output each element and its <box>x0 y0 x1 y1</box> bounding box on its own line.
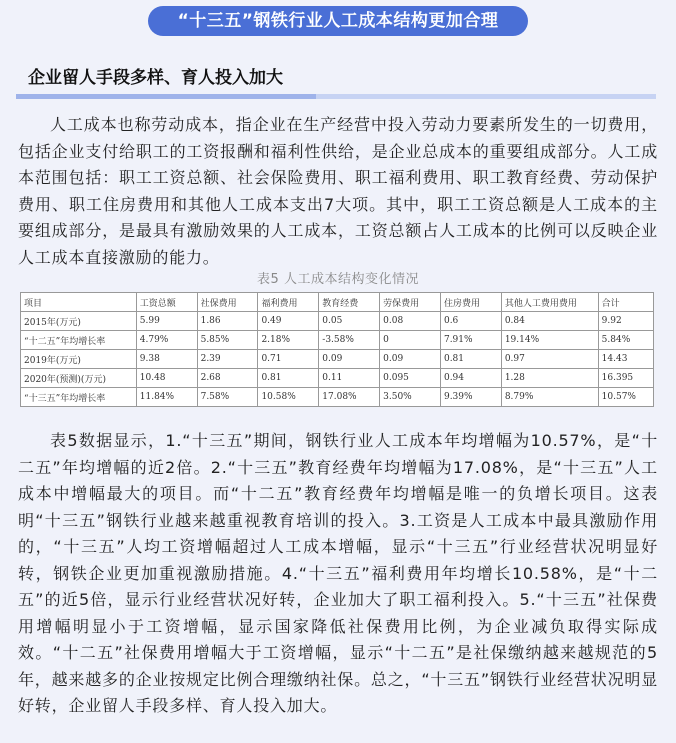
analysis-paragraph: 表5数据显示，1.“十三五”期间，钢铁行业人工成本年均增幅为10.57%，是“十二五”年均增幅的近2倍。2.“十三五”教育经费年均增幅为17.08%，是“十三五”人工成本中增幅最大的项目。而“十二五”教育经费年均增幅是唯一的负增长项目。这表明“十三五”钢铁行业越来越重视教育培训的投入。3.工资是人工成本中最具激励作用的，“十三五”人均工资增幅超过人工成本增幅，显示“十三五”行业经营状况明显好转，钢铁企业更加重视激励措施。4.“十三五”福利费用年均增长10.58%，是“十二五”的近5倍，显示行业经营状况好转，企业加大了职工福利投入。5.“十三五”社保费用增幅明显小于工资增幅，显示国家降低社保费用比例，为企业减负取得实际成效。“十二五”社保费用增幅大于工资增幅，显示“十二五”是社保缴纳越来越规范的5年，越来越多的企业按规定比例合理缴纳社保。总之，“十三五”钢铁行业经营状况明显好转，企业留人手段多样、育人投入加大。 <box>18 431 658 715</box>
table-cell: 8.79% <box>501 388 598 407</box>
table-row <box>21 331 654 350</box>
table-header-cell: 其他人工费用费用 <box>501 293 598 312</box>
table-cell: 0.81 <box>440 350 501 369</box>
table-cell: 0 <box>380 331 441 350</box>
table-cell: “十三五”年均增长率 <box>21 388 137 407</box>
table-cell: 2020年(预测)(万元) <box>21 369 137 388</box>
table-cell: 2019年(万元) <box>21 350 137 369</box>
table-cell: 7.91% <box>440 331 501 350</box>
table-cell: 5.84% <box>598 331 653 350</box>
table-cell: 10.58% <box>258 388 319 407</box>
table-header-cell: 社保费用 <box>197 293 258 312</box>
table-cell: 0.94 <box>440 369 501 388</box>
table-cell: -3.58% <box>319 331 380 350</box>
table-cell: 2.68 <box>197 369 258 388</box>
table-cell: 0.09 <box>319 350 380 369</box>
section-heading-text: 企业留人手段多样、育人投入加大 <box>28 68 283 88</box>
table-row <box>21 350 654 369</box>
table-row <box>21 388 654 407</box>
table-cell: 16.395 <box>598 369 653 388</box>
table-cell: 9.92 <box>598 312 653 331</box>
table-cell: 2015年(万元) <box>21 312 137 331</box>
table-header-row <box>21 293 654 312</box>
table-caption: 表5 人工成本结构变化情况 <box>257 272 419 287</box>
table-cell: 0.49 <box>258 312 319 331</box>
table-header-cell: 劳保费用 <box>380 293 441 312</box>
table-row <box>21 312 654 331</box>
table-cell: 9.39% <box>440 388 501 407</box>
table-row <box>21 369 654 388</box>
table-cell: 0.095 <box>380 369 441 388</box>
table-header-cell: 工资总额 <box>136 293 197 312</box>
table-cell: 19.14% <box>501 331 598 350</box>
table-cell: “十二五”年均增长率 <box>21 331 137 350</box>
table-cell: 4.79% <box>136 331 197 350</box>
table-cell: 11.84% <box>136 388 197 407</box>
section-underline-accent <box>16 94 316 99</box>
table-cell: 7.58% <box>197 388 258 407</box>
table-header-cell: 住房费用 <box>440 293 501 312</box>
table-cell: 0.84 <box>501 312 598 331</box>
table-cell: 2.39 <box>197 350 258 369</box>
table-cell: 3.50% <box>380 388 441 407</box>
table-cell: 0.08 <box>380 312 441 331</box>
table-cell: 0.81 <box>258 369 319 388</box>
table-cell: 1.28 <box>501 369 598 388</box>
table-cell: 0.11 <box>319 369 380 388</box>
table-cell: 5.99 <box>136 312 197 331</box>
table-header-cell: 福利费用 <box>258 293 319 312</box>
table-cell: 17.08% <box>319 388 380 407</box>
table-header-cell: 合计 <box>598 293 653 312</box>
table-header-cell: 教育经费 <box>319 293 380 312</box>
table-cell: 0.09 <box>380 350 441 369</box>
labor-cost-table <box>20 292 654 407</box>
table-cell: 0.97 <box>501 350 598 369</box>
table-cell: 5.85% <box>197 331 258 350</box>
table-cell: 0.71 <box>258 350 319 369</box>
table-cell: 10.57% <box>598 388 653 407</box>
section-heading <box>16 66 656 96</box>
intro-paragraph: 人工成本也称劳动成本，指企业在生产经营中投入劳动力要素所发生的一切费用，包括企业支付给职工的工资报酬和福利性供给，是企业总成本的重要组成部分。人工成本范围包括：职工工资总额、社会保险费用、职工福利费用、职工教育经费、劳动保护费用、职工住房费用和其他人工成本支出7大项。其中，职工工资总额是人工成本的主要组成部分，是最具有激励效果的人工成本，工资总额占人工成本的比例可以反映企业人工成本直接激励的能力。 <box>18 115 658 267</box>
table-cell: 2.18% <box>258 331 319 350</box>
table-cell: 10.48 <box>136 369 197 388</box>
table-cell: 14.43 <box>598 350 653 369</box>
article-title-banner: “十三五”钢铁行业人工成本结构更加合理 <box>148 6 528 36</box>
table-header-cell: 项目 <box>21 293 137 312</box>
table-cell: 1.86 <box>197 312 258 331</box>
table-cell: 0.6 <box>440 312 501 331</box>
table-cell: 0.05 <box>319 312 380 331</box>
table-cell: 9.38 <box>136 350 197 369</box>
